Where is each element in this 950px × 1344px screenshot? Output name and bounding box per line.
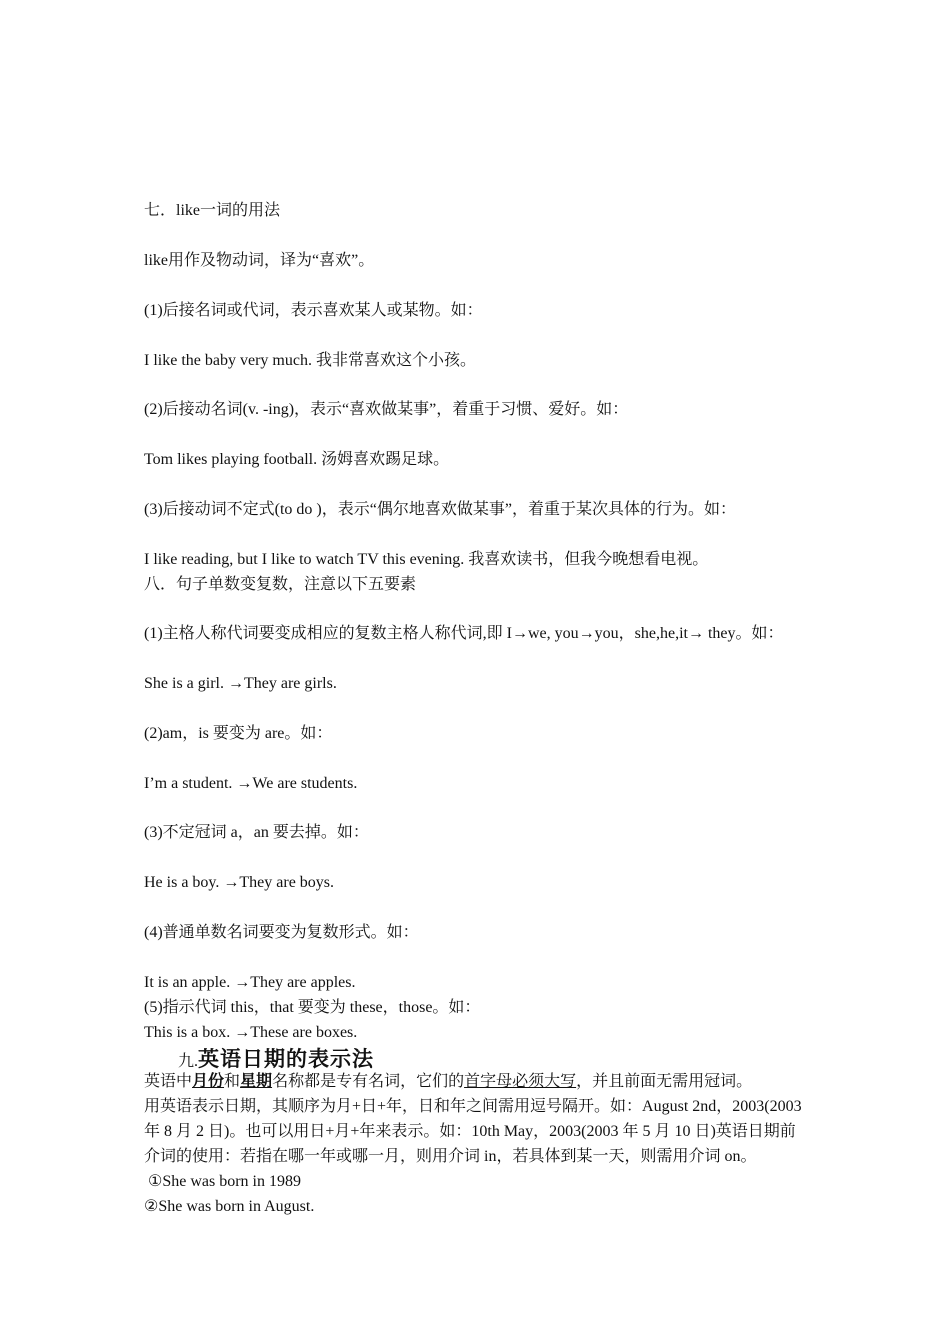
section8-heading: 八．句子单数变复数，注意以下五要素	[144, 576, 417, 593]
section8-example5: This is a box. →These are boxes.	[144, 1024, 358, 1041]
emphasis-capitalize: 首字母必须大写	[464, 1073, 577, 1090]
section8-example2: I’m a student. →We are students.	[144, 775, 358, 792]
section8-example3: He is a boy. →They are boys.	[144, 874, 335, 891]
section7-intro: like用作及物动词，译为“喜欢”。	[144, 252, 375, 269]
section9-paragraph2-line2: 年 8 月 2 日)。也可以用日+月+年来表示。如：10th May，2003(2003 年 5 月 10 日)英语日期前	[144, 1123, 796, 1140]
section9-paragraph1	[144, 1071, 752, 1093]
section7-rule2: (2)后接动名词(v. -ing)，表示“喜欢做某事”，着重于习惯、爱好。如：	[144, 401, 629, 418]
text-run: 名称都是专有名词，它们的	[272, 1073, 465, 1090]
section7-heading: 七．like一词的用法	[144, 202, 280, 219]
section9-example1: ①She was born in 1989	[144, 1173, 301, 1190]
section7-example3: I like reading, but I like to watch TV this evening. 我喜欢读书，但我今晚想看电视。	[144, 551, 709, 568]
section8-rule4: (4)普通单数名词要变为复数形式。如：	[144, 924, 419, 941]
section8-rule3: (3)不定冠词 a，an 要去掉。如：	[144, 824, 369, 841]
section9-paragraph2-line3: 介词的使用：若指在哪一年或哪一月，则用介词 in，若具体到某一天，则需用介词 on。	[144, 1148, 757, 1165]
section7-example1: I like the baby very much. 我非常喜欢这个小孩。	[144, 352, 476, 369]
section8-example1: She is a girl. →They are girls.	[144, 675, 337, 692]
section8-rule5: (5)指示代词 this，that 要变为 these，those。如：	[144, 999, 481, 1016]
section8-rule2: (2)am，is 要变为 are。如：	[144, 725, 333, 742]
section7-rule1: (1)后接名词或代词，表示喜欢某人或某物。如：	[144, 302, 483, 319]
emphasis-months: 月份	[192, 1073, 225, 1090]
text-run: 和	[224, 1073, 241, 1090]
section7-example2: Tom likes playing football. 汤姆喜欢踢足球。	[144, 451, 450, 468]
section7-rule3: (3)后接动词不定式(to do )，表示“偶尔地喜欢做某事”，着重于某次具体的行为。如：	[144, 501, 736, 518]
text-run: ，并且前面无需用冠词。	[576, 1073, 753, 1090]
section9-title: 英语日期的表示法	[198, 1047, 375, 1071]
section8-rule1: (1)主格人称代词要变成相应的复数主格人称代词,即 I→we, you→you，she,he,it→ they。如：	[144, 625, 784, 642]
emphasis-weekdays: 星期	[240, 1073, 273, 1090]
section8-example4: It is an apple. →They are apples.	[144, 974, 356, 991]
text-run: 英语中	[144, 1073, 193, 1090]
section9-number: 九.	[178, 1053, 199, 1070]
section9-example2: ②She was born in August.	[144, 1198, 315, 1215]
section9-paragraph2-line1: 用英语表示日期，其顺序为月+日+年，日和年之间需用逗号隔开。如：August 2nd，2003(2003	[144, 1098, 802, 1115]
